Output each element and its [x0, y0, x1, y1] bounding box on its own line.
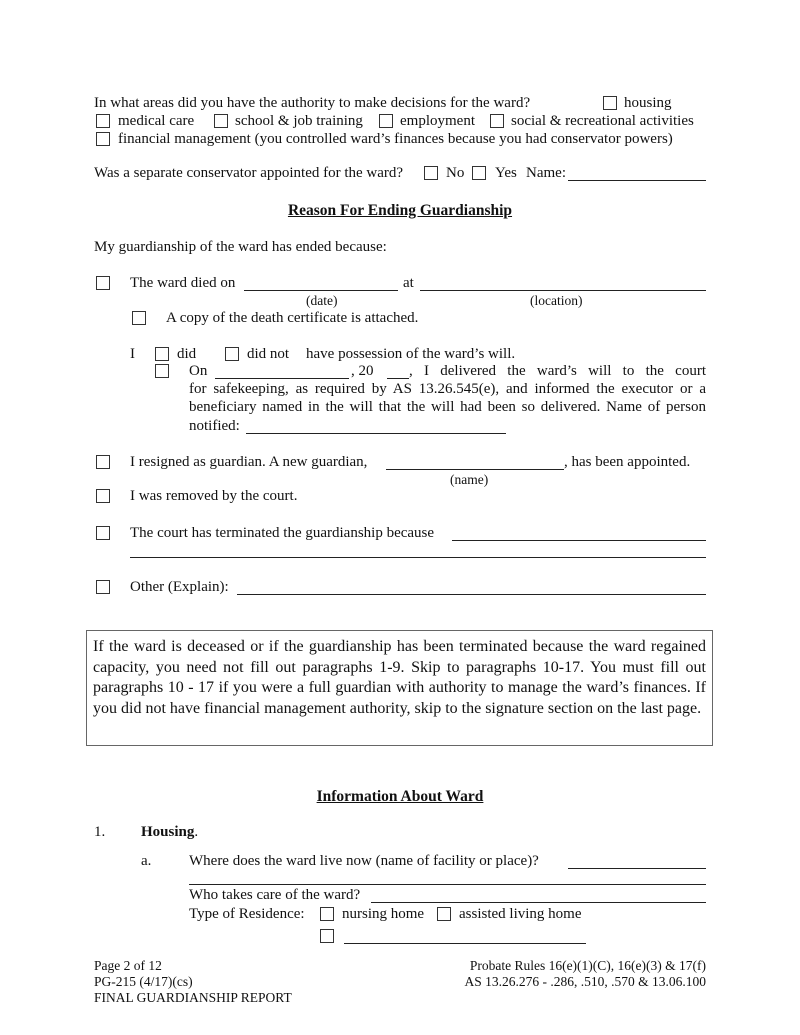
will-year-field[interactable]	[387, 378, 409, 379]
conservator-no-label: No	[446, 165, 465, 181]
housing-label: housing	[624, 95, 672, 111]
other-checkbox[interactable]	[96, 580, 110, 594]
will-did-label: did	[177, 346, 197, 362]
death-at-label: at	[403, 275, 414, 291]
location-caption: (location)	[530, 293, 583, 308]
reason-intro: My guardianship of the ward has ended because:	[94, 239, 387, 255]
will-prefix: I	[130, 346, 135, 362]
nursing-home-label: nursing home	[342, 906, 425, 922]
footer-page: Page 2 of 12	[94, 958, 162, 973]
reason-heading: Reason For Ending Guardianship	[287, 202, 513, 219]
employment-label: employment	[400, 113, 475, 129]
other-label: Other (Explain):	[130, 579, 229, 595]
sub-letter: a.	[141, 853, 152, 869]
residence-label: Type of Residence:	[189, 906, 305, 922]
other-explain-field[interactable]	[237, 594, 706, 595]
footer-rules: Probate Rules 16(e)(1)(C), 16(e)(3) & 17(f)	[469, 958, 706, 973]
will-did-not-label: did not	[247, 346, 290, 362]
item-number: 1.	[94, 824, 106, 840]
terminated-reason-field[interactable]	[452, 540, 706, 541]
item-title	[141, 823, 198, 841]
death-certificate-label: A copy of the death certificate is attached.	[166, 310, 419, 326]
assisted-living-label: assisted living home	[459, 906, 582, 922]
nursing-home-checkbox[interactable]	[320, 907, 334, 921]
authority-question-line	[94, 94, 530, 112]
terminated-reason-field-2[interactable]	[130, 557, 706, 558]
where-label: Where does the ward live now (name of facility or place)?	[189, 853, 539, 869]
conservator-question: Was a separate conservator appointed for the ward?	[94, 165, 404, 181]
will-delivered-text: , I delivered the ward’s will to the court	[409, 363, 706, 379]
financial-management-checkbox[interactable]	[96, 132, 110, 146]
notified-name-field[interactable]	[246, 433, 506, 434]
name-caption: (name)	[450, 472, 489, 487]
conservator-yes-label: Yes	[495, 165, 517, 181]
conservator-no-checkbox[interactable]	[424, 166, 438, 180]
removed-label: I was removed by the court.	[130, 488, 298, 504]
assisted-living-checkbox[interactable]	[437, 907, 451, 921]
social-recreational-label: social & recreational activities	[511, 113, 694, 129]
will-did-not-checkbox[interactable]	[225, 347, 239, 361]
housing-checkbox[interactable]	[603, 96, 617, 110]
conservator-name-field[interactable]	[568, 180, 706, 181]
where-field[interactable]	[568, 868, 706, 869]
removed-checkbox[interactable]	[96, 489, 110, 503]
employment-checkbox[interactable]	[379, 114, 393, 128]
will-line-3: beneficiary named in the will that the will had been so delivered. Name of person	[189, 399, 706, 415]
footer-form-title: FINAL GUARDIANSHIP REPORT	[94, 990, 292, 1005]
will-suffix: have possession of the ward’s will.	[306, 346, 516, 362]
social-recreational-checkbox[interactable]	[490, 114, 504, 128]
will-year-prefix: , 20	[351, 363, 374, 379]
death-location-field[interactable]	[420, 290, 706, 291]
item-title-period: .	[194, 824, 199, 840]
school-job-training-label: school & job training	[235, 113, 363, 129]
conservator-name-label: Name:	[526, 165, 566, 181]
ward-died-label: The ward died on	[130, 275, 236, 291]
will-delivered-checkbox[interactable]	[155, 364, 169, 378]
notice-text: If the ward is deceased or if the guardianship has been terminated because the ward regained capacity, you need not fill out paragraphs 1-9. Skip to paragraphs 10-17. You must fill out paragraphs 10 - 17 if you were a full guardian with authority to manage the ward’s finances. If you did not have financial management authority, skip to the signature section on the last page.	[93, 638, 706, 717]
resigned-checkbox[interactable]	[96, 455, 110, 469]
caretaker-field[interactable]	[371, 902, 706, 903]
notified-label: notified:	[189, 418, 240, 434]
will-line-2: for safekeeping, as required by AS 13.26.545(e), and informed the executor or a	[189, 381, 706, 397]
resigned-suffix: , has been appointed.	[564, 454, 691, 470]
where-field-2[interactable]	[189, 884, 706, 885]
school-job-training-checkbox[interactable]	[214, 114, 228, 128]
authority-question: In what areas did you have the authority to make decisions for the ward?	[94, 95, 531, 111]
resigned-label: I resigned as guardian. A new guardian,	[130, 454, 368, 470]
caretaker-label: Who takes care of the ward?	[189, 887, 361, 903]
medical-care-checkbox[interactable]	[96, 114, 110, 128]
other-residence-field[interactable]	[344, 943, 586, 944]
ward-died-checkbox[interactable]	[96, 276, 110, 290]
new-guardian-name-field[interactable]	[386, 469, 564, 470]
item-title-text: Housing	[141, 824, 195, 840]
terminated-label: The court has terminated the guardianship because	[130, 525, 435, 541]
date-caption: (date)	[306, 293, 338, 308]
will-on-label: On	[189, 363, 208, 379]
will-delivered-date-field[interactable]	[215, 378, 349, 379]
footer-statutes: AS 13.26.276 - .286, .510, .570 & 13.06.100	[464, 974, 706, 989]
other-residence-checkbox[interactable]	[320, 929, 334, 943]
will-did-checkbox[interactable]	[155, 347, 169, 361]
info-heading: Information About Ward	[316, 788, 484, 805]
medical-care-label: medical care	[118, 113, 195, 129]
notice-box	[86, 630, 713, 746]
footer-form-id: PG-215 (4/17)(cs)	[94, 974, 193, 989]
death-certificate-checkbox[interactable]	[132, 311, 146, 325]
death-date-field[interactable]	[244, 290, 398, 291]
financial-management-label: financial management (you controlled ward’s finances because you had conservator powers)	[118, 131, 673, 147]
conservator-yes-checkbox[interactable]	[472, 166, 486, 180]
terminated-checkbox[interactable]	[96, 526, 110, 540]
